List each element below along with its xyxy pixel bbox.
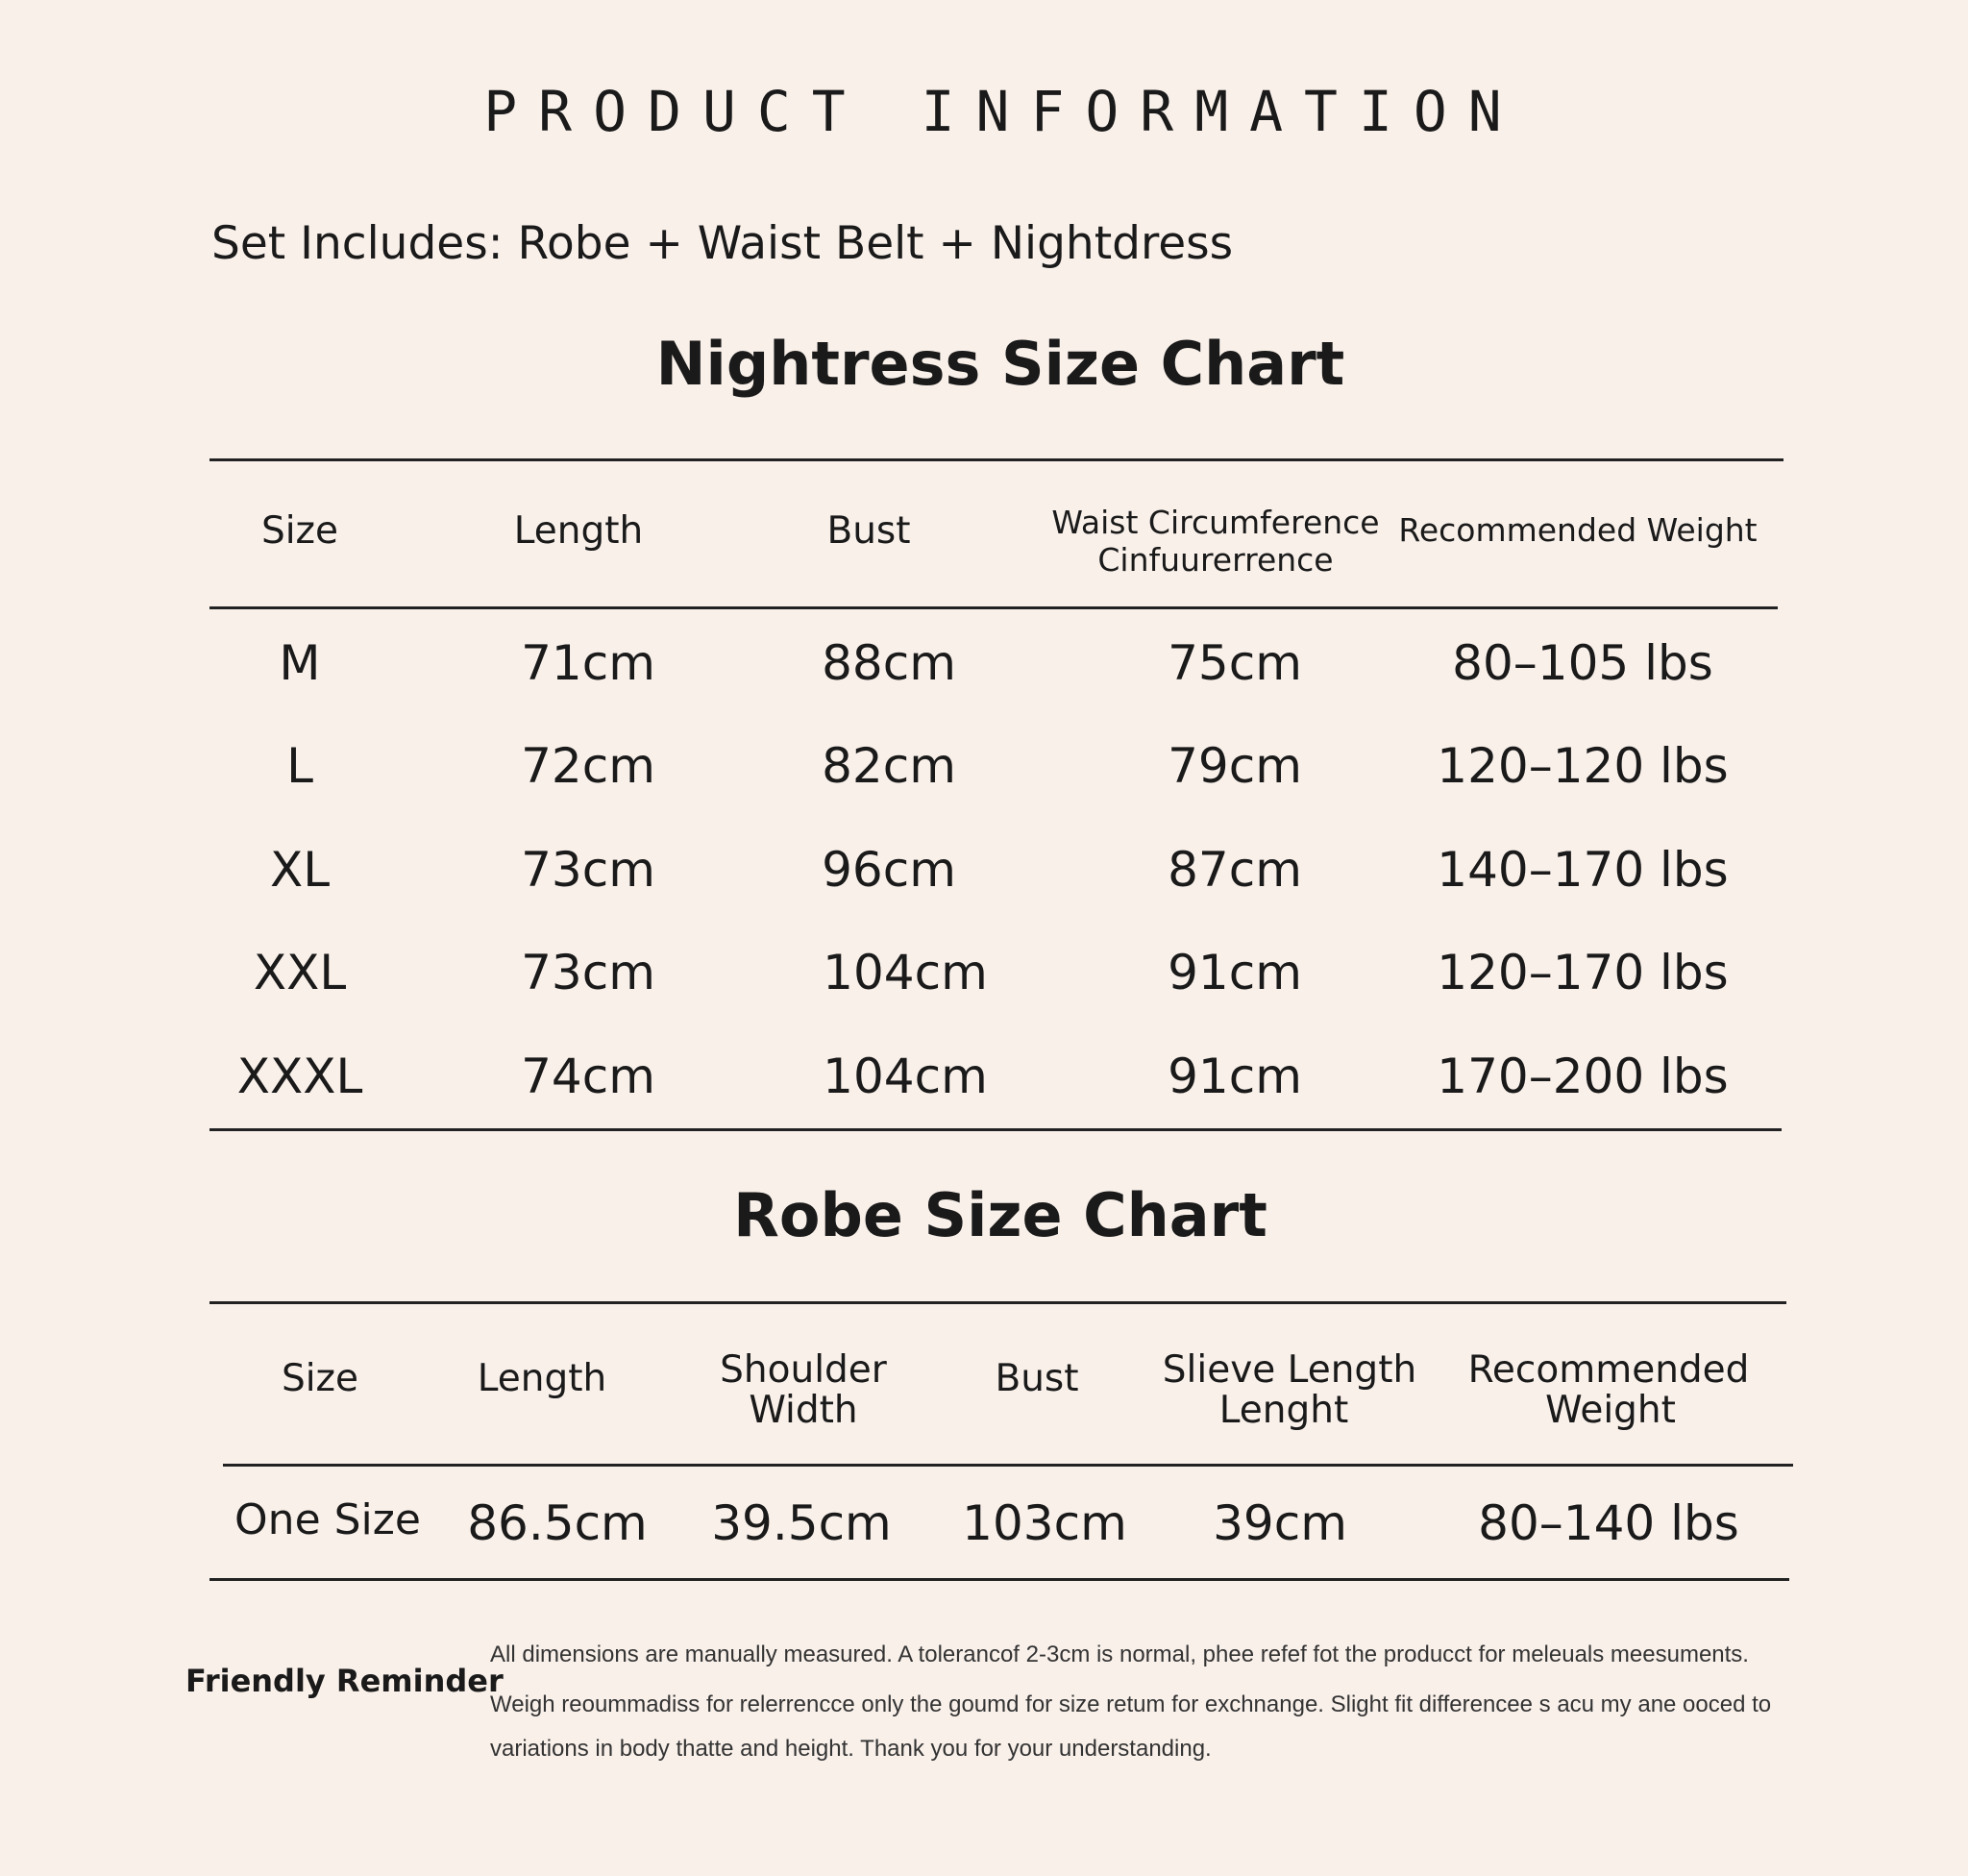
header-waist-line2: Cinfuurerrence (1097, 541, 1334, 579)
size-cell: XXL (253, 945, 347, 1000)
robe-bottom-rule (209, 1578, 1789, 1581)
length-cell: 72cm (521, 738, 655, 794)
length-cell: 71cm (521, 635, 655, 691)
weight-cell: 120–170 lbs (1437, 945, 1729, 1000)
weight-cell: 140–170 lbs (1437, 842, 1729, 898)
header-size: Size (260, 509, 339, 553)
header-sleeve-line1: Slieve Length (1162, 1348, 1417, 1392)
header-bust: Bust (995, 1357, 1079, 1400)
weight-cell: 170–200 lbs (1437, 1049, 1729, 1104)
waist-cell: 79cm (1168, 738, 1302, 794)
bust-cell: 104cm (823, 1049, 988, 1104)
robe-chart-title: Robe Size Chart (733, 1180, 1267, 1250)
header-sleeve-line2: Lenght (1218, 1389, 1349, 1432)
nightdress-chart-title: Nightress Size Chart (655, 329, 1345, 399)
header-weight-line1: Recommended (1467, 1348, 1750, 1392)
page-title: PRODUCT INFORMATION (483, 79, 1523, 144)
waist-cell: 75cm (1168, 635, 1302, 691)
size-cell: XXXL (236, 1049, 363, 1104)
waist-cell: 91cm (1168, 945, 1302, 1000)
bust-cell: 82cm (822, 738, 956, 794)
bust-cell: 88cm (822, 635, 956, 691)
header-weight: Recommended Weight (1398, 511, 1758, 549)
bust-cell: 104cm (823, 945, 988, 1000)
length-cell: 74cm (521, 1049, 655, 1104)
waist-cell: 91cm (1168, 1049, 1302, 1104)
length-cell: 73cm (521, 842, 655, 898)
size-cell: L (286, 738, 313, 794)
nightdress-bottom-rule (209, 1128, 1782, 1131)
bust-cell: 96cm (822, 842, 956, 898)
header-bust: Bust (826, 509, 911, 553)
weight-cell: 80–140 lbs (1478, 1495, 1739, 1551)
size-cell: M (279, 635, 321, 691)
header-shoulder-line1: Shoulder (720, 1348, 887, 1392)
length-cell: 73cm (521, 945, 655, 1000)
size-cell: One Size (234, 1495, 421, 1544)
length-cell: 86.5cm (467, 1495, 648, 1551)
reminder-line: variations in body thatte and height. Thank you for your understanding. (490, 1736, 1212, 1762)
reminder-line: All dimensions are manually measured. A tolerancof 2-3cm is normal, phee refef fot the producct for meleuals meesuments. (490, 1642, 1749, 1667)
bust-cell: 103cm (962, 1495, 1127, 1551)
robe-top-rule (209, 1301, 1786, 1304)
size-cell: XL (269, 842, 331, 898)
nightdress-top-rule (209, 458, 1784, 461)
robe-header-rule (223, 1464, 1793, 1467)
shoulder-cell: 39.5cm (711, 1495, 892, 1551)
weight-cell: 80–105 lbs (1452, 635, 1713, 691)
weight-cell: 120–120 lbs (1437, 738, 1729, 794)
header-length: Length (477, 1357, 607, 1400)
nightdress-header-rule (209, 606, 1778, 609)
header-length: Length (513, 509, 644, 553)
header-weight-line2: Weight (1545, 1389, 1676, 1432)
header-waist-line1: Waist Circumference (1051, 504, 1380, 541)
friendly-reminder-label: Friendly Reminder (185, 1663, 504, 1699)
reminder-line: Weigh reoummadiss for relerrencce only the goumd for size retum for exchnange. Slight fit differencee s acu my ane ooced to (490, 1691, 1772, 1717)
header-size: Size (281, 1357, 359, 1400)
waist-cell: 87cm (1168, 842, 1302, 898)
sleeve-cell: 39cm (1213, 1495, 1347, 1551)
set-includes-text: Set Includes: Robe + Waist Belt + Nightdress (211, 217, 1234, 270)
header-shoulder-line2: Width (749, 1389, 858, 1432)
